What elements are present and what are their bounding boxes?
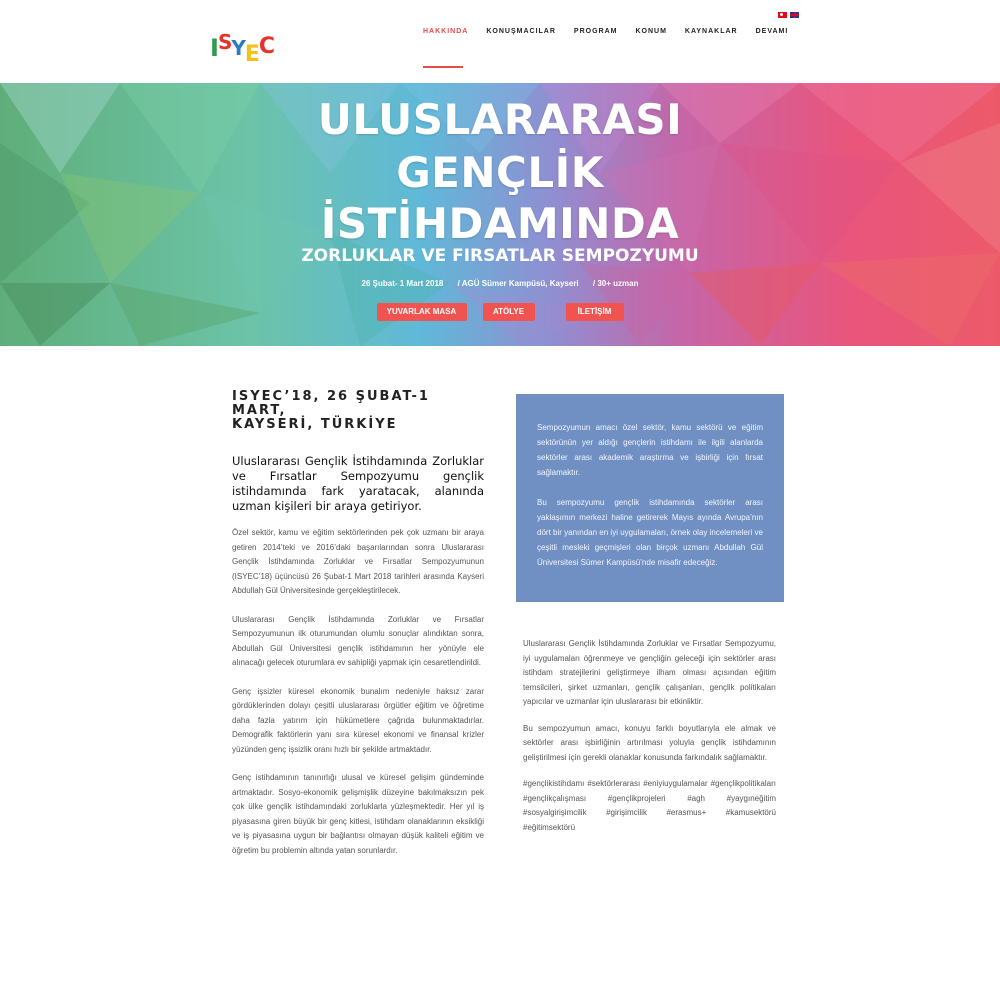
hashtag-list: #gençlikistihdamı #sektörlerarası #eniyiuygulamalar #gençlikpolitikaları #gençlikçalışması #gençlikprojeleri #agh #yaygıneğitim #sosyalgirişimcilik #girişimcilik #erasmus+ #kamusektörü #eğitimsektörü [523,779,776,832]
purpose-box [516,394,784,602]
hero-title-line2: GENÇLİK [396,148,604,197]
yuvarlak-masa-button[interactable]: YUVARLAK MASA [377,303,467,321]
isyec-logo[interactable] [210,26,275,67]
iletisim-button[interactable]: İLETİŞİM [566,303,624,321]
lead-paragraph: Uluslararası Gençlik İstihdamında Zorluklar ve Fırsatlar Sempozyumu gençlik istihdamında fark yaratacak, alanında uzman kişileri bir araya getiriyor. [232,454,484,513]
hero-buttons [0,303,1000,321]
nav-item-konusmacilar[interactable]: KONUŞMACILAR [486,28,556,35]
nav-item-devami[interactable]: DEVAMI [755,28,789,35]
about-left-column [232,390,484,858]
site-header [0,0,1000,83]
section-title-line1: ISYEC’18, 26 ŞUBAT-1 [232,389,430,404]
event-date: 26 Şubat- 1 Mart 2018 [361,279,444,288]
logo-letter: S [217,30,232,54]
nav-item-hakkinda[interactable]: HAKKINDA [423,28,469,35]
box-paragraph: Sempozyumun amacı özel sektör, kamu sektörü ve eğitim sektörünün yer aldığı gençlerin istihdamı ile ilgili alanlarda sektörler arası akademik araştırma ve işbirliği için fırsat sağlamaktır. [537,423,763,477]
box-paragraph: Bu sempozyumu gençlik istihdamında sektörler arası yaklaşımın merkezi haline getirerek Mayıs ayında Avrupa’nın dört bir yanından en iyi uygulamaları, örnek olay incelemeleri ve çeşitli mesleki geçmişleri olan birçok uzmanı Abdullah Gül Üniversitesi Sümer Kampüsü’nde misafir edeceğiz. [537,498,763,567]
logo-letter: Y [231,36,245,60]
active-nav-indicator [423,66,463,68]
body-paragraph: Uluslararası Gençlik İstihdamında Zorluklar ve Fırsatlar Sempozyumunun ilk oturumundan olumlu sonuçlar alındıktan sonra, Abdullah Gül Üniversitesi gençlik istihdamının her yönüyle ele alınacağı gelecek oturumlara ev sahipliği yapmak için cesaretlendirildi. [232,614,484,667]
about-right-column [523,637,776,835]
tr-flag-icon[interactable] [778,12,787,18]
language-switcher [778,12,799,18]
logo-letter: E [244,42,259,67]
logo-letter: C [258,34,275,59]
event-experts: / 30+ uzman [592,279,639,288]
event-location: / AGÜ Sümer Kampüsü, Kayseri [457,279,579,288]
atolye-button[interactable]: ATÖLYE [483,303,535,321]
section-title [232,390,484,432]
main-nav [423,28,806,35]
hero-subtitle: ZORLUKLAR VE FIRSATLAR SEMPOZYUMU [301,246,699,266]
hero-title-line1: ULUSLARARASI [317,95,683,144]
body-paragraph: Genç istihdamının tanınırlığı ulusal ve küresel gelişim gündeminde artmaktadır. Sosyo-ekonomik gelişmişlik düzeyine bakılmaksızın pek çok ülke gençlik istihdamındaki zorluklarla yüzleşmektedir. Her yıl iş piyasasına giren büyük bir genç kitlesi, istihdam olanaklarının eksikliği ve iş piyasasına uygun bir bağlantısı olmayan düşük kaliteli eğitim ve öğretim bu problemin altında yatan sorunlardır. [232,773,484,855]
nav-item-kaynaklar[interactable]: KAYNAKLAR [684,28,738,35]
hero-event-meta [0,279,1000,288]
body-paragraph: Özel sektör, kamu ve eğitim sektörlerinden pek çok uzmanı bir araya getiren 2014’teki ve 2016’daki başarılarından sonra Uluslararası Gençlik İstihdamında Zorluklar ve Fırsatlar Sempozyumunun (ISYEC’18) üçüncüsü 26 Şubat-1 Mart 2018 tarihleri arasında Kayseri Abdullah Gül Üniversitesinde gerçekleştirilecek. [232,528,484,595]
hero-title-line3: İSTİHDAMINDA [320,199,680,248]
section-title-line3: KAYSERİ, TÜRKİYE [232,417,398,432]
body-paragraph: Bu sempozyumun amacı, konuyu farklı boyutlarıyla ele almak ve sektörler arası işbirliğinin artırılması yoluyla gençlik istihdamının geliştirilmesi için gerekli olanaklar konusunda farkındalık sağlamaktır. [523,723,776,762]
uk-flag-icon[interactable] [790,12,799,18]
body-paragraph: Genç işsizler küresel ekonomik bunalım nedeniyle haksız zarar gördüklerinden dolayı çeşitli uluslararası örgütler eğitim ve öğretime daha fazla yatırım için hükümetlere çağrıda bulunmaktadırlar. Demografik faktörlerin yanı sıra küresel ekonomi ve finansal krizler yüzünden genç işsizlik oranı hızlı bir şekilde artmaktadır. [232,686,484,754]
nav-item-program[interactable]: PROGRAM [573,28,618,35]
body-paragraph: Uluslararası Gençlik İstihdamında Zorluklar ve Fırsatlar Sempozyumu, iyi uygulamaları öğrenmeye ve gençliğin geleceği için sektörler arası istihdam stratejilerini geliştirmeye ilham olması açısından eğitim temsilcileri, şirket uzmanları, gençlik çalışanları, gençlik politikaları yapıcılar ve uzmanlar için uluslararası bir etkinliktir. [523,639,776,706]
logo-letter: I [210,34,218,62]
hero-banner [0,83,1000,346]
nav-item-konum[interactable]: KONUM [635,28,667,35]
section-title-line2: MART, [232,403,287,418]
